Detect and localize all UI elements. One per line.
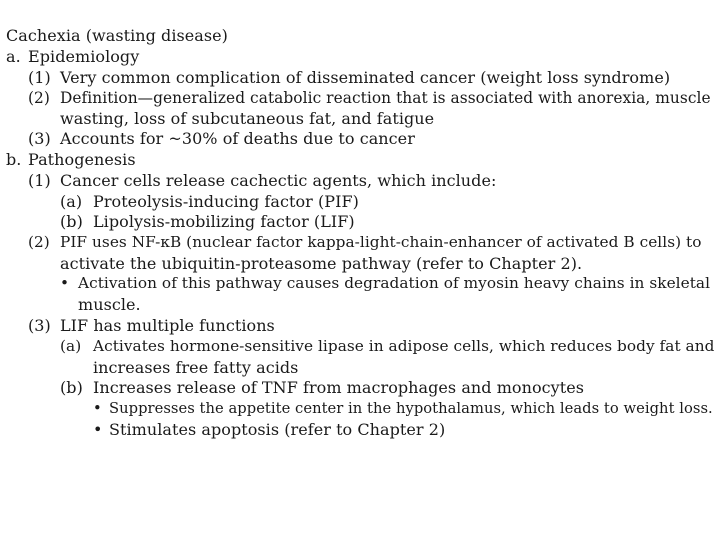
section-b-heading-text: Pathogenesis — [28, 150, 136, 169]
bullet-text: Activation of this pathway causes degradation of myosin heavy chains in skeletal — [78, 274, 711, 292]
item-continuation-text: activate the ubiquitin-proteasome pathway (refer to Chapter 2). — [60, 254, 583, 273]
subitem-continuation-text: increases free fatty acids — [93, 358, 299, 377]
pathogenesis-item-3b-bullet-2 — [93, 419, 445, 440]
pathogenesis-item-1b — [60, 211, 355, 232]
item-text: Very common complication of disseminated cancer (weight loss syndrome) — [60, 68, 671, 87]
bullet-text: Suppresses the appetite center in the hypothalamus, which leads to weight loss. — [109, 400, 713, 417]
bullet-marker: • — [93, 420, 103, 439]
subitem-text: Increases release of TNF from macrophages and monocytes — [93, 378, 585, 397]
pathogenesis-item-2 — [28, 232, 701, 253]
pathogenesis-item-3 — [28, 315, 275, 336]
pathogenesis-item-2-bullet-continuation — [78, 294, 141, 315]
item-marker: (2) — [28, 89, 50, 107]
item-continuation-text: wasting, loss of subcutaneous fat, and fatigue — [60, 109, 435, 128]
pathogenesis-item-3a-continuation — [93, 357, 298, 378]
epidemiology-item-3 — [28, 128, 415, 149]
pathogenesis-item-3b — [60, 377, 584, 398]
item-marker: (3) — [28, 129, 51, 148]
item-marker: (3) — [28, 316, 51, 335]
title-text: Cachexia (wasting disease) — [6, 26, 228, 45]
item-marker: (1) — [28, 171, 51, 190]
epidemiology-item-2-continuation — [60, 108, 434, 129]
section-a-heading — [6, 46, 139, 67]
pathogenesis-item-3a — [60, 336, 714, 357]
item-text: PIF uses NF-κB (nuclear factor kappa-light-chain-enhancer of activated B cells) to — [60, 233, 702, 251]
item-text: LIF has multiple functions — [60, 316, 275, 335]
subitem-text: Lipolysis-mobilizing factor (LIF) — [93, 212, 355, 231]
pathogenesis-item-3b-bullet-1 — [93, 398, 713, 419]
subitem-marker: (a) — [60, 192, 83, 211]
bullet-marker: • — [93, 400, 102, 417]
bullet-marker: • — [60, 274, 70, 292]
section-b-marker: b. — [6, 150, 22, 169]
pathogenesis-item-1a — [60, 191, 359, 212]
document-title — [6, 25, 228, 46]
subitem-text: Activates hormone-sensitive lipase in adipose cells, which reduces body fat and — [93, 337, 715, 355]
item-text: Definition—generalized catabolic reaction that is associated with anorexia, muscle — [60, 89, 711, 107]
bullet-continuation-text: muscle. — [78, 295, 141, 314]
epidemiology-item-1 — [28, 67, 670, 88]
section-b-heading — [6, 149, 136, 170]
subitem-text: Proteolysis-inducing factor (PIF) — [93, 192, 359, 211]
bullet-text: Stimulates apoptosis (refer to Chapter 2) — [109, 420, 446, 439]
item-marker: (1) — [28, 68, 51, 87]
item-text: Cancer cells release cachectic agents, which include: — [60, 171, 497, 190]
item-marker: (2) — [28, 233, 50, 251]
subitem-marker: (b) — [60, 378, 83, 397]
epidemiology-item-2 — [28, 88, 711, 109]
pathogenesis-item-2-bullet — [60, 273, 710, 294]
item-text: Accounts for ~30% of deaths due to cancer — [60, 129, 415, 148]
section-a-marker: a. — [6, 47, 21, 66]
section-a-heading-text: Epidemiology — [28, 47, 140, 66]
subitem-marker: (b) — [60, 212, 83, 231]
pathogenesis-item-1 — [28, 170, 496, 191]
pathogenesis-item-2-continuation — [60, 253, 582, 274]
subitem-marker: (a) — [60, 337, 82, 355]
